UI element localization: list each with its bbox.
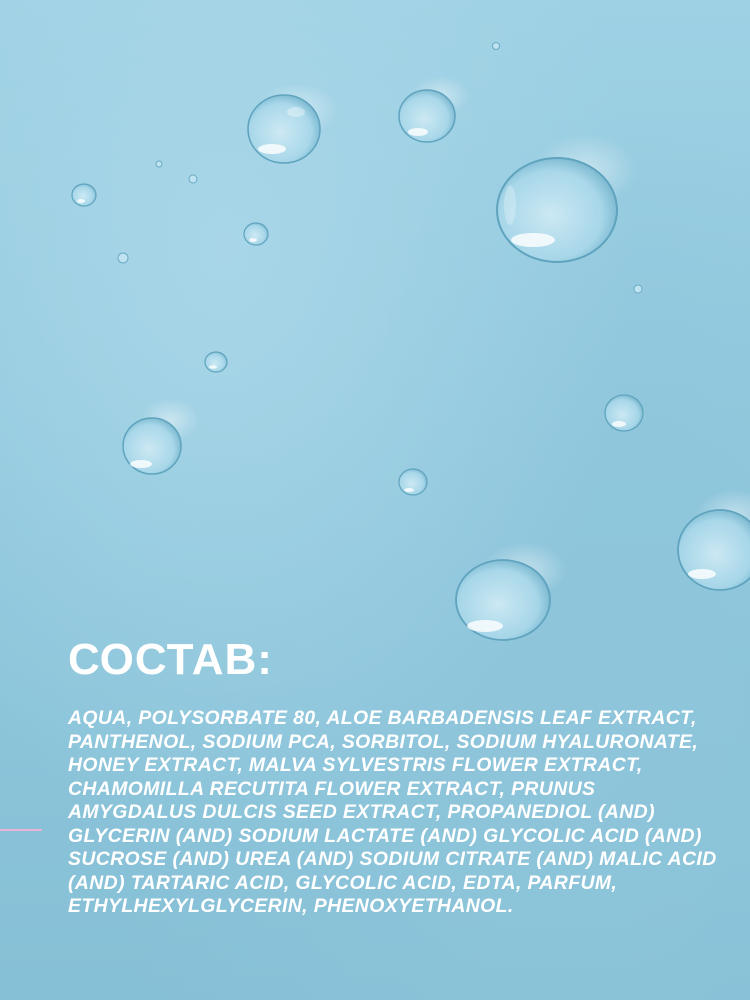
- accent-divider: [0, 829, 42, 831]
- drop-medium-2: [399, 469, 427, 495]
- drop-large-4: [123, 398, 200, 474]
- ingredients-list: AQUA, POLYSORBATE 80, ALOE BARBADENSIS LEAF EXTRACT, PANTHENOL, SODIUM PCA, SORBITOL, SODIUM HYALURONATE, HONEY EXTRACT, MALVA SYLVESTRIS FLOWER EXTRACT, CHAMOMILLA RECUTITA FLOWER EXTRACT, PRUNUS AMYGDALUS DULCIS SEED EXTRACT, PROPANEDIOL (AND) GLYCERIN (AND) SODIUM LACTATE (AND) GLYCOLIC ACID (AND) SUCROSE (AND) UREA (AND) SODIUM CITRATE (AND) MALIC ACID (AND) TARTARIC ACID, GLYCOLIC ACID, EDTA, PARFUM, ETHYLHEXYLGLYCERIN, PHENOXYETHANOL.: [68, 707, 717, 917]
- drop-large-1: [248, 82, 338, 163]
- drop-medium-3: [244, 223, 268, 245]
- drop-large-2: [399, 76, 470, 142]
- drop-large-6: [678, 489, 750, 590]
- composition-heading: СОСТАВ:: [68, 635, 273, 684]
- drop-medium-5: [205, 352, 227, 372]
- drop-large-3: [497, 134, 637, 262]
- drop-large-5: [456, 542, 567, 640]
- drop-medium-1: [605, 395, 643, 431]
- drop-medium-4: [72, 184, 96, 206]
